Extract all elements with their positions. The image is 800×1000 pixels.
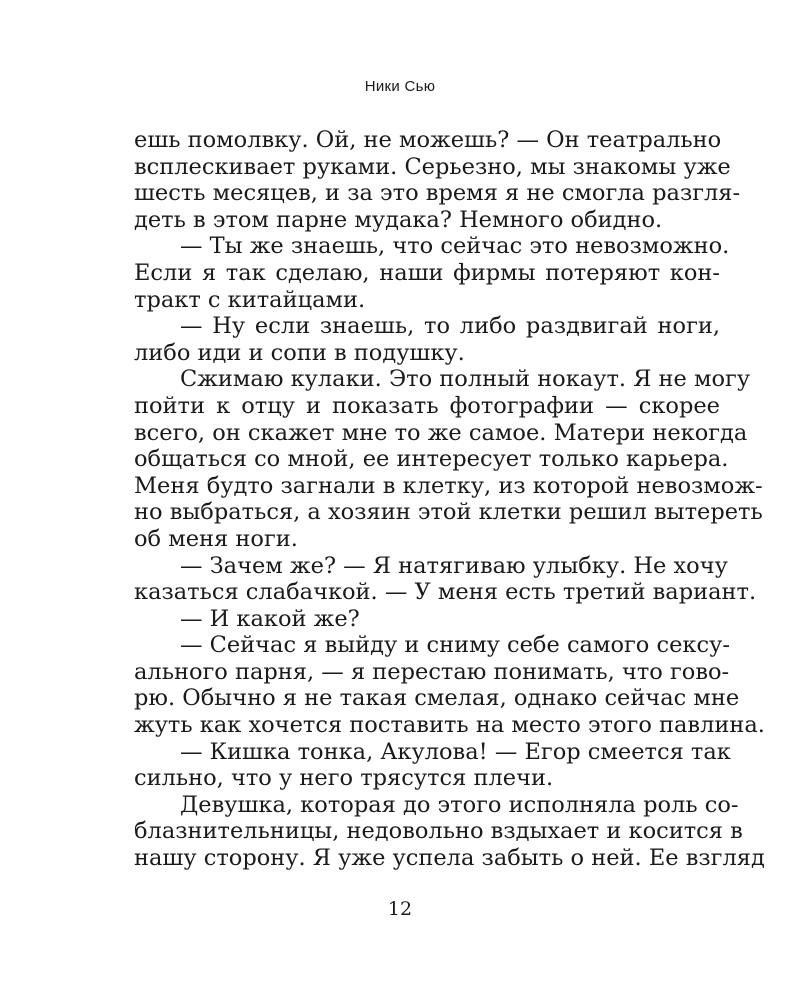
text-line: об меня ноги. [134,525,298,552]
text-line: — Сейчас я выйду и сниму себе самого сексу- [180,632,730,659]
text-line: деть в этом парне мудака? Немного обидно. [134,206,663,233]
text-line: — Зачем же? — Я натягиваю улыбку. Не хочу [180,552,728,579]
text-line: либо иди и сопи в подушку. [134,339,465,366]
text-line: но выбраться, а хозяин этой клетки решил вытереть [134,499,763,526]
text-line: тракт с китайцами. [134,286,366,313]
text-line: общаться со мной, ее интересует только карьера. [134,446,729,473]
text-line: шесть месяцев, и за это время я не смогла разгля- [134,180,741,207]
text-line: пойти к отцу и показать фотографии — скорее [134,392,720,419]
page-number: 12 [387,898,413,920]
text-line: блазнительницы, недовольно вздыхает и косится в [134,818,743,845]
text-line: Если я так сделаю, наши фирмы потеряют кон- [134,259,720,286]
text-line: ешь помолвку. Ой, не можешь? — Он театрально [134,127,722,153]
text-line: — Кишка тонка, Акулова! — Егор смеется так [180,738,731,765]
running-head-author: Ники Сью [364,78,436,95]
text-line: казаться слабачкой. — У меня есть третий вариант. [134,579,757,606]
text-line: рю. Обычно я не такая смелая, однако сейчас мне [134,685,740,712]
text-line: Девушка, которая до этого исполняла роль со- [180,791,739,818]
text-line: — Ты же знаешь, что сейчас это невозможно. [180,233,730,260]
text-line: — Ну если знаешь, то либо раздвигай ноги, [180,313,720,340]
text-line: Сжимаю кулаки. Это полный нокаут. Я не могу [180,366,751,393]
text-line: всплескивает руками. Серьезно, мы знакомы уже [134,153,731,180]
text-line: жуть как хочется поставить на место этого павлина. [134,712,765,739]
text-line: Меня будто загнали в клетку, из которой невозмож- [134,472,763,499]
text-line: всего, он скажет мне то же самое. Матери некогда [134,419,748,446]
page-body-text [134,127,765,872]
text-line: ального парня, — я перестаю понимать, что гово- [134,658,730,685]
text-line: нашу сторону. Я уже успела забыть о ней. Ее взгляд [134,845,765,872]
text-line: — И какой же? [180,605,360,632]
text-line: сильно, что у него трясутся плечи. [134,765,554,792]
